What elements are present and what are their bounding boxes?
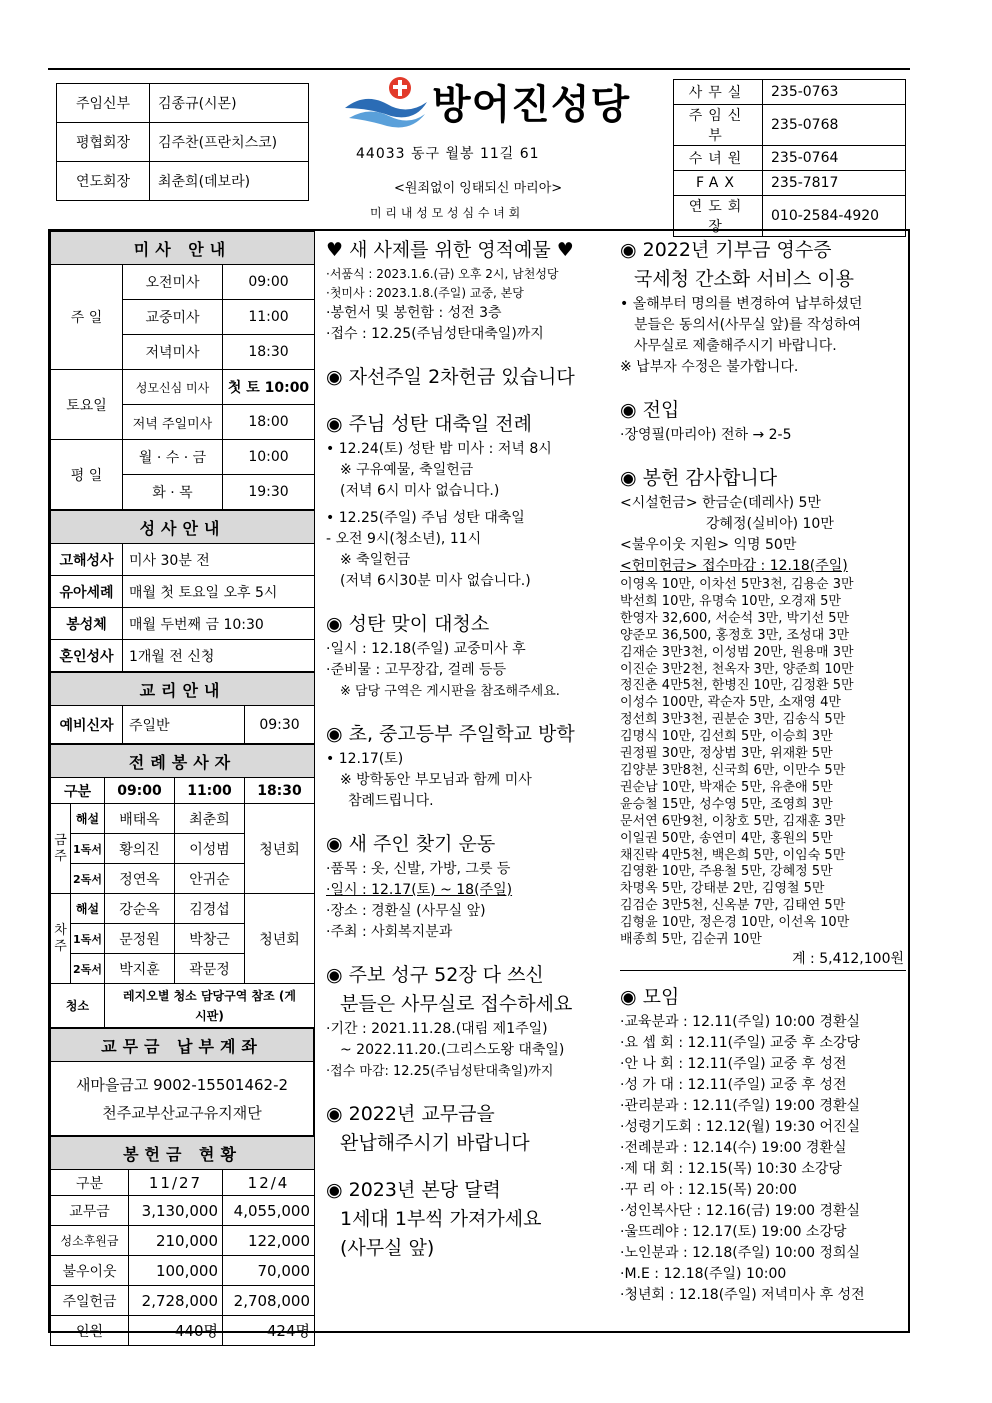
notice-line: ·일시 : 12.18(주일) 교중미사 후: [326, 641, 526, 657]
offering-name: 주일헌금: [51, 1286, 129, 1316]
section-heading: 완납해주시기 바랍니다: [340, 1132, 530, 1154]
phone-number: 235-0764: [763, 146, 906, 171]
mass-time: 09:00: [223, 265, 315, 300]
servers-title: 전례봉사자: [51, 745, 315, 778]
offering-header: 구분: [51, 1170, 129, 1196]
server-name: 황의진: [105, 834, 175, 864]
cleaning-label: 청소: [51, 984, 105, 1028]
notice-line: ·장소 : 경환실 (사무실 앞): [326, 903, 486, 919]
list-item: ·청년회 : 12.18(주일) 저녁미사 후 성전: [620, 1286, 865, 1303]
server-role: 2독서: [71, 954, 105, 984]
notice-line: <헌미헌금> 접수마감 : 12.18(주일): [620, 558, 848, 574]
phone-number: 235-0763: [763, 80, 906, 105]
sacrament-title: 성사안내: [51, 511, 315, 544]
notice-line: 참례드립니다.: [348, 793, 434, 809]
phone-label: 주임신부: [674, 105, 763, 146]
notice-line: 사무실로 제출해주시기 바랍니다.: [634, 338, 837, 354]
doctrine-table: [50, 672, 315, 744]
leader-name: 김종규(시몬): [150, 84, 309, 123]
phone-number: 235-7817: [763, 171, 906, 196]
list-item: ·전례분과 : 12.14(수) 19:00 경환실: [620, 1139, 847, 1156]
server-role: 2독서: [71, 864, 105, 894]
notice-line: ·첫미사 : 2023.1.8.(주일) 교중, 본당: [326, 286, 524, 300]
offering-name: 불우이웃: [51, 1256, 129, 1286]
list-item: 한영자 32,600, 서순석 3만, 박기선 5만: [620, 610, 850, 626]
mass-time: 18:30: [223, 335, 315, 370]
offering-table: [50, 1136, 315, 1346]
offering-name: 교무금: [51, 1196, 129, 1226]
list-item: 김형윤 10만, 정은경 10만, 이선옥 10만: [620, 915, 850, 931]
section-heading: ♥ 새 사제를 위한 영적예물 ♥: [326, 239, 574, 261]
cleaning-text: 레지오별 청소 담당구역 참조 (게시판): [105, 984, 315, 1028]
server-name: 박지훈: [105, 954, 175, 984]
donation-total: 계 : 5,412,100원: [620, 949, 906, 971]
server-name: 정연옥: [105, 864, 175, 894]
phone-number: 010-2584-4920: [763, 196, 906, 237]
notice-line: 강혜정(실비아) 10만: [706, 516, 834, 532]
server-name: 문정원: [105, 924, 175, 954]
sacrament-name: 봉성체: [51, 608, 123, 640]
notice-line: <불우이웃 지원> 익명 50만: [620, 537, 797, 553]
server-name: 안귀순: [175, 864, 245, 894]
servers-table: [50, 744, 315, 1028]
mass-table: [50, 231, 315, 510]
this-week-label: 금 주: [51, 804, 71, 894]
list-item: ·성 가 대 : 12.11(주일) 교중 후 성전: [620, 1076, 847, 1093]
offering-value: 4,055,000: [223, 1196, 315, 1226]
notice-line: ·접수 : 12.25(주님성탄대축일)까지: [326, 326, 544, 342]
mass-time: 첫 토 10:00: [223, 370, 315, 405]
list-item: ·요 셉 회 : 12.11(주일) 교중 후 소강당: [620, 1034, 861, 1051]
notice-line: ※ 축일헌금: [340, 552, 411, 568]
weekday-label: 평 일: [51, 440, 123, 510]
offering-value: 2,708,000: [223, 1286, 315, 1316]
section-heading: ◉ 새 주인 찾기 운동: [326, 833, 496, 855]
server-name: 이성범: [175, 834, 245, 864]
offering-title: 봉헌금 현황: [51, 1137, 315, 1170]
notice-line: ※ 방학동안 부모님과 함께 미사: [340, 772, 532, 788]
notice-line: • 12.24(토) 성탄 밤 미사 : 저녁 8시: [326, 441, 552, 457]
mass-name: 월 · 수 · 금: [123, 440, 223, 475]
notice-line: ※ 납부자 수정은 불가합니다.: [620, 359, 799, 375]
offering-name: 성소후원금: [51, 1226, 129, 1256]
list-item: 권정필 30만, 정상범 3만, 위재환 5만: [620, 746, 833, 762]
sunday-label: 주 일: [51, 265, 123, 370]
servers-header: 구분: [51, 778, 105, 804]
notice-line: 분들은 동의서(사무실 앞)를 작성하여: [634, 317, 862, 333]
list-item: ·관리분과 : 12.11(주일) 19:00 경환실: [620, 1097, 861, 1114]
mass-time: 11:00: [223, 300, 315, 335]
servers-header: 11:00: [175, 778, 245, 804]
sacrament-name: 고해성사: [51, 544, 123, 576]
list-item: 이성수 100만, 곽순자 5만, 소재영 4만: [620, 695, 841, 711]
leader-role: 연도회장: [57, 162, 150, 201]
notice-line: ·장영필(마리아) 전하 → 2-5: [620, 427, 792, 443]
notice-line: ·일시 : 12.17(토) ~ 18(주일): [326, 882, 513, 898]
mass-time: 18:00: [223, 405, 315, 440]
leader-role: 평협회장: [57, 123, 150, 162]
leader-name: 김주찬(프란치스코): [150, 123, 309, 162]
section-heading: 1세대 1부씩 가져가세요: [340, 1208, 542, 1230]
list-item: ·교육분과 : 12.11(주일) 10:00 경환실: [620, 1013, 861, 1030]
mass-name: 저녁미사: [123, 335, 223, 370]
server-youth: 청년회: [245, 894, 315, 984]
phone-label: 사무실: [674, 80, 763, 105]
phone-row: [674, 105, 906, 146]
offering-header: 11/27: [129, 1170, 223, 1196]
notice-line: <시설헌금> 한금순(데레사) 5만: [620, 495, 821, 511]
donor-list: [620, 577, 906, 949]
notice-line: • 올해부터 명의를 변경하여 납부하셨던: [620, 296, 863, 312]
list-item: 배종희 5만, 김순귀 10만: [620, 932, 762, 948]
list-item: 채진락 4만5천, 백은희 5만, 이임숙 5만: [620, 847, 846, 863]
list-item: 이진순 3만2천, 천옥자 3만, 양준희 10만: [620, 661, 854, 677]
list-item: 양준모 36,500, 홍정호 3만, 조성대 3만: [620, 627, 850, 643]
sacrament-desc: 미사 30분 전: [123, 544, 315, 576]
offering-value: 70,000: [223, 1256, 315, 1286]
parish-patron: <원죄없이 잉태되신 마리아>: [394, 181, 563, 196]
mass-title: 미사 안내: [51, 232, 315, 265]
mass-name: 성모신심 미사: [123, 370, 223, 405]
notice-line: ·기간 : 2021.11.28.(대림 제1주일): [326, 1021, 548, 1037]
section-heading: ◉ 2022년 기부금 영수증: [620, 239, 832, 261]
server-youth: 청년회: [245, 804, 315, 894]
list-item: ·성인복사단 : 12.16(금) 19:00 경환실: [620, 1202, 861, 1219]
sacrament-desc: 매월 첫 토요일 오후 5시: [123, 576, 315, 608]
server-role: 1독서: [71, 834, 105, 864]
phone-label: FAX: [674, 171, 763, 196]
phone-number: 235-0768: [763, 105, 906, 146]
notice-line: • 12.25(주일) 주님 성탄 대축일: [326, 510, 525, 526]
section-heading: ◉ 전입: [620, 399, 680, 421]
list-item: ·노인분과 : 12.18(주일) 10:00 정희실: [620, 1244, 861, 1261]
section-heading: ◉ 2022년 교무금을: [326, 1103, 495, 1125]
mass-name: 화 · 목: [123, 475, 223, 510]
sacrament-desc: 1개월 전 신청: [123, 640, 315, 672]
list-item: 정진춘 4만5천, 한병진 10만, 김정환 5만: [620, 678, 854, 694]
offering-value: 210,000: [129, 1226, 223, 1256]
list-item: 권순남 10만, 박재순 5만, 유춘애 5만: [620, 779, 833, 795]
offering-value: 2,728,000: [129, 1286, 223, 1316]
offering-header: 12/4: [223, 1170, 315, 1196]
section-heading: ◉ 주보 성구 52장 다 쓰신: [326, 964, 544, 986]
meeting-list: [620, 1012, 906, 1306]
section-heading: 국세청 간소화 서비스 이용: [634, 268, 855, 290]
notice-line: ·준비물 : 고무장갑, 걸레 등등: [326, 662, 507, 678]
notice-line: ·주최 : 사회복지분과: [326, 924, 453, 940]
middle-column: [326, 236, 616, 1263]
notice-line: (저녁 6시30분 미사 없습니다.): [340, 573, 531, 589]
doctrine-desc: 주일반: [123, 706, 245, 744]
list-item: 이일권 50만, 송연미 4만, 홍원의 5만: [620, 830, 833, 846]
notice-line: ~ 2022.11.20.(그리스도왕 대축일): [340, 1042, 565, 1058]
notice-line: ※ 담당 구역은 게시판을 참조해주세요.: [340, 684, 560, 699]
account-table: [50, 1028, 314, 1136]
section-heading: 분들은 사무실로 접수하세요: [340, 993, 573, 1015]
phone-table: [673, 79, 906, 237]
saturday-label: 토요일: [51, 370, 123, 440]
list-item: ·꾸 리 아 : 12.15(목) 20:00: [620, 1181, 797, 1198]
mass-time: 19:30: [223, 475, 315, 510]
offering-value: 3,130,000: [129, 1196, 223, 1226]
phone-row: [674, 171, 906, 196]
header-rule: [48, 68, 910, 70]
account-info: [51, 1062, 314, 1136]
leader-row: [57, 162, 309, 201]
offering-value: 424명: [223, 1316, 315, 1346]
phone-row: [674, 80, 906, 105]
leader-row: [57, 123, 309, 162]
notice-line: ·품목 : 옷, 신발, 가방, 그릇 등: [326, 861, 511, 877]
notice-line: ·봉헌서 및 봉헌함 : 성전 3층: [326, 305, 502, 321]
server-name: 배태옥: [105, 804, 175, 834]
list-item: ·성령기도회 : 12.12(월) 19:30 어진실: [620, 1118, 861, 1135]
sacrament-desc: 매월 두번째 금 10:30: [123, 608, 315, 640]
leader-row: [57, 84, 309, 123]
phone-label: 수녀원: [674, 146, 763, 171]
offering-value: 100,000: [129, 1256, 223, 1286]
parish-address: 44033 동구 월봉 11길 61: [356, 146, 540, 162]
server-name: 강순옥: [105, 894, 175, 924]
notice-line: • 12.17(토): [326, 751, 404, 767]
list-item: ·안 나 회 : 12.11(주일) 교중 후 성전: [620, 1055, 847, 1072]
sacrament-name: 유아세례: [51, 576, 123, 608]
mass-name: 저녁 주일미사: [123, 405, 223, 440]
phone-label: 연도회장: [674, 196, 763, 237]
sisters-name: 미 리 내 성 모 성 심 수 녀 회: [370, 206, 521, 220]
mass-name: 오전미사: [123, 265, 223, 300]
section-heading: ◉ 초, 중고등부 주일학교 방학: [326, 723, 575, 745]
parish-name: 방어진성당: [432, 82, 631, 128]
mass-name: 교중미사: [123, 300, 223, 335]
offering-value: 440명: [129, 1316, 223, 1346]
leader-role: 주임신부: [57, 84, 150, 123]
list-item: 문서연 6만9천, 이창호 5만, 김재훈 3만: [620, 813, 846, 829]
notice-line: ·서품식 : 2023.1.6.(금) 오후 2시, 남천성당: [326, 267, 559, 281]
server-name: 곽문정: [175, 954, 245, 984]
notice-line: - 오전 9시(청소년), 11시: [326, 531, 482, 547]
server-name: 최춘희: [175, 804, 245, 834]
server-role: 1독서: [71, 924, 105, 954]
list-item: 김영환 10만, 주용철 5만, 강혜정 5만: [620, 864, 833, 880]
list-item: ·M.E : 12.18(주일) 10:00: [620, 1265, 787, 1282]
mass-time: 10:00: [223, 440, 315, 475]
offering-name: 인원: [51, 1316, 129, 1346]
section-heading: ◉ 성탄 맞이 대청소: [326, 613, 490, 635]
doctrine-name: 예비신자: [51, 706, 123, 744]
server-name: 김경섭: [175, 894, 245, 924]
list-item: 김검순 3만5천, 신옥분 7만, 김태연 5만: [620, 898, 846, 914]
parish-logo-icon: [343, 74, 429, 134]
list-item: 김재순 3만3천, 이성범 20만, 원용매 3만: [620, 644, 854, 660]
list-item: ·울뜨레야 : 12.17(토) 19:00 소강당: [620, 1223, 847, 1240]
next-week-label: 차 주: [51, 894, 71, 984]
doctrine-title: 교리안내: [51, 673, 315, 706]
notice-line: ·접수 마감: 12.25(주님성탄대축일)까지: [326, 1064, 554, 1079]
notice-line: (저녁 6시 미사 없습니다.): [340, 483, 500, 499]
phone-row: [674, 146, 906, 171]
list-item: 박선희 10만, 유명숙 10만, 오경재 5만: [620, 593, 841, 609]
list-item: 김양분 3만8천, 신국희 6만, 이만수 5만: [620, 762, 846, 778]
account-line: 천주교부산교구유지재단: [102, 1103, 262, 1122]
list-item: 김명식 10만, 김선희 5만, 이승희 3만: [620, 729, 833, 745]
server-name: 박창근: [175, 924, 245, 954]
sacrament-table: [50, 510, 315, 672]
section-heading: ◉ 주님 성탄 대축일 전례: [326, 413, 532, 435]
doctrine-time: 09:30: [245, 706, 315, 744]
account-title: 교무금 납부계좌: [51, 1029, 314, 1062]
section-heading: ◉ 모임: [620, 985, 680, 1008]
account-line: 새마을금고 9002-15501462-2: [75, 1075, 289, 1094]
server-role: 해설: [71, 804, 105, 834]
leaders-table: [56, 83, 309, 201]
sacrament-name: 혼인성사: [51, 640, 123, 672]
section-heading: ◉ 봉헌 감사합니다: [620, 467, 778, 489]
leader-name: 최춘희(데보라): [150, 162, 309, 201]
server-role: 해설: [71, 894, 105, 924]
notice-line: ※ 구유예물, 축일헌금: [340, 462, 474, 478]
list-item: 윤승철 15만, 성수영 5만, 조영희 3만: [620, 796, 833, 812]
section-heading: ◉ 2023년 본당 달력: [326, 1179, 501, 1201]
list-item: 이영옥 10만, 이차선 5만3천, 김용순 3만: [620, 577, 854, 592]
list-item: 차명옥 5만, 강태분 2만, 김영철 5만: [620, 881, 825, 897]
servers-header: 18:30: [245, 778, 315, 804]
list-item: ·제 대 회 : 12.15(목) 10:30 소강당: [620, 1160, 842, 1177]
servers-header: 09:00: [105, 778, 175, 804]
left-column: [50, 231, 314, 1346]
offering-value: 122,000: [223, 1226, 315, 1256]
list-item: 정선희 3만3천, 권분순 3만, 김송식 5만: [620, 712, 846, 728]
right-column: [620, 236, 906, 1306]
section-heading: ◉ 자선주일 2차헌금 있습니다: [326, 366, 575, 388]
section-heading: (사무실 앞): [340, 1237, 435, 1259]
